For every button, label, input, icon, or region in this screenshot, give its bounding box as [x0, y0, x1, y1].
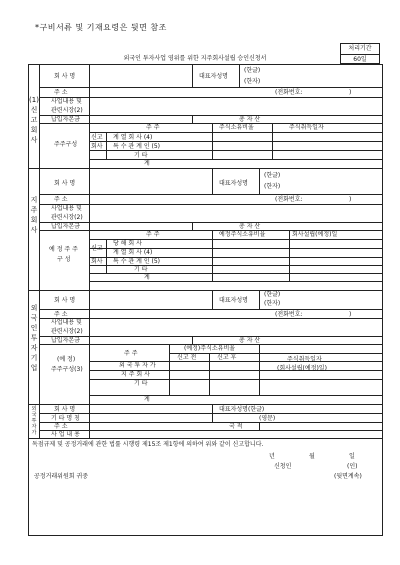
- hanja-label: (한자): [244, 78, 261, 85]
- holding-company-side-label: 지 주 회 사: [30, 196, 38, 234]
- form-title: 외국인 투자사업 영위를 위한 지주회사설립 승인신청서: [123, 55, 267, 62]
- processing-period-value: 60일: [341, 54, 379, 65]
- foreign-investment-side-label: 외 국 인 투 자 기 업: [30, 304, 38, 372]
- total-assets-label: 총 자 산: [239, 116, 261, 123]
- applicant-side-label: (1) 신 고 회 사: [29, 96, 39, 144]
- application-form: (1) 신 고 회 사 지 주 회 사 외 국 인 투 자 기 업 외 국 투 자 가 회 사 명 대표자성명 (한글) (한자) 주 소 (전화번호: ) 사업내용 및 관련시장(2) 납입자본금 총 자 산 주 주 주식소유비율 주식취득일자 주주구성 신고 회사 계 열 회 사 (4) 특 수 관 계 인 (5) 기 타 계 회 사 명 대표자성명 (한글) (한자) 주 소 (전화번호: ) 사업내용 및 관련시장(2) 납입자본금 총 자 산 주 주 예정주식소유비율 회사설립(예정)일 예 정 주 주 구 성 신고 회사 당 해 회 사 계 열 회 사 (4) 특 수 관 계 인 (5) 기 타 계 회 사 명 대표자성명 (한글) (한자) 주 소 (전화번호: ) 사업내용 및 관련시장(2) 납입자본금 총 자 산 주 주 (예정)주식소유비율 신고 전 신고 후 (예 정) 주주구성(3) 외 국 투 자 가 지 주 회 사 기 타 계 주식취득일자 (회사설립(예정)일) 회 사 명 대표자성명(한글) 기 타 명 칭 (영문) 주 소 국 적 사 업 내 용 독점규제 및 공정거래에 관한 법률 시행령 제15조 제1항에 의하여 위와 같이 신고합니다. 년 월 일 신청인 (인) 공정거래위원회 귀중 (뒷면계속): [28, 64, 383, 536]
- company-name-label: 회 사 명: [54, 73, 76, 80]
- instruction-note: *구비서류 및 기재요령은 뒷면 참조: [35, 23, 167, 32]
- processing-period-box: [340, 43, 380, 64]
- korean-label: (한글): [244, 67, 261, 74]
- processing-period-label: 처리기간: [348, 45, 372, 52]
- recipient: 공정거래위원회 귀중: [34, 473, 89, 480]
- capital-label: 납입자본금: [51, 116, 80, 123]
- representative-label: 대표자성명: [199, 73, 228, 80]
- statement: 독점규제 및 공정거래에 관한 법률 시행령 제15조 제1항에 의하여 위와 같이 신고합니다.: [32, 441, 264, 448]
- address-label: 주 소: [54, 89, 68, 96]
- phone-label: (전화번호:: [275, 89, 303, 96]
- foreign-investor-side-label: 외 국 투 자 가: [31, 406, 37, 436]
